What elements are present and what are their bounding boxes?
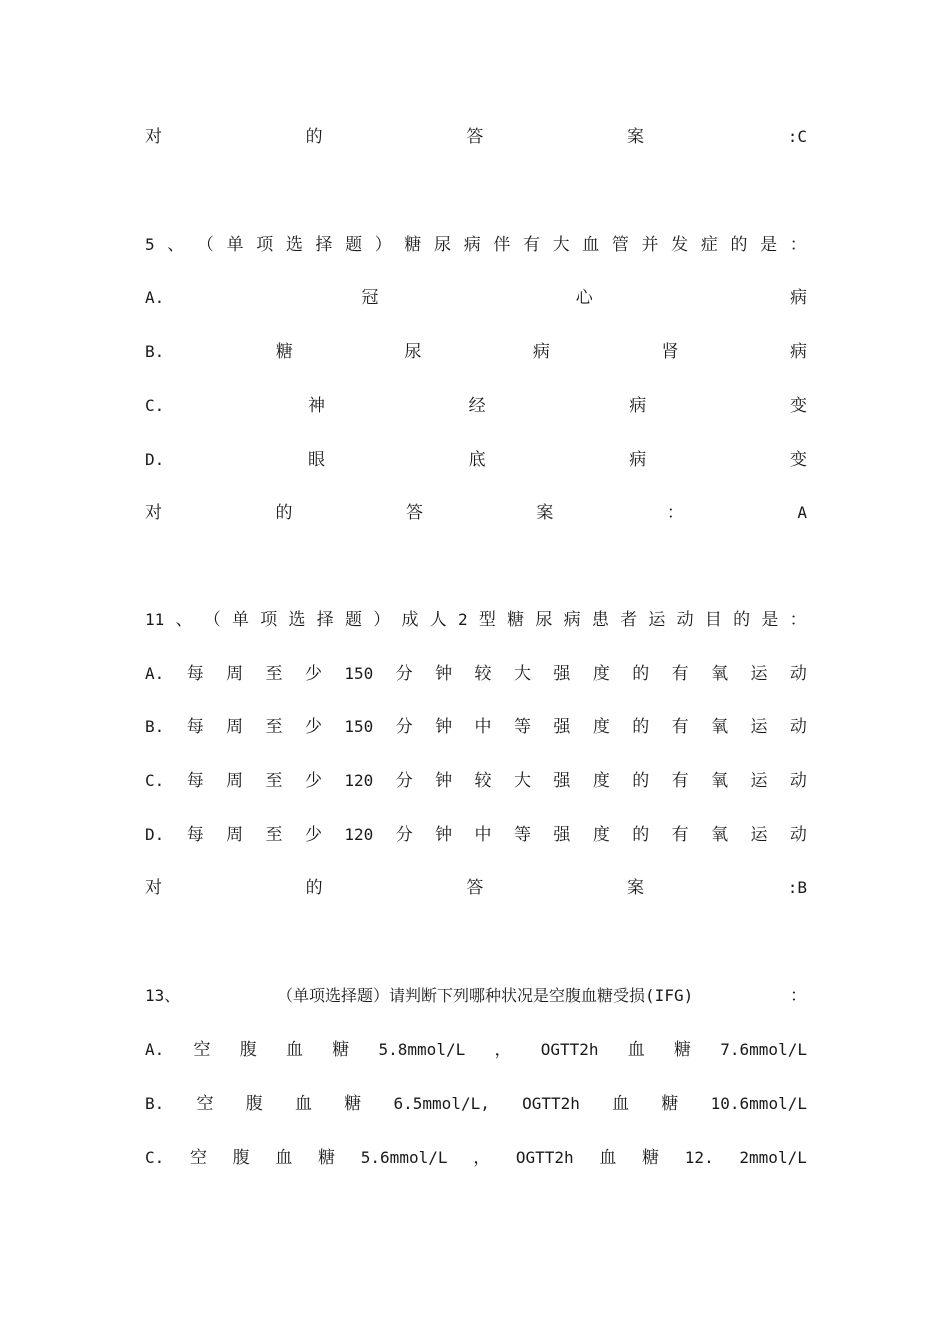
text-token: 血 <box>286 1040 304 1060</box>
text-token: 病 <box>629 396 647 416</box>
text-token: 动 <box>789 771 807 791</box>
text-token: B. <box>145 1094 165 1113</box>
text-token: 神 <box>307 396 325 416</box>
text-token: 病 <box>790 342 807 362</box>
option-line <box>145 660 807 688</box>
text-token: 每 <box>186 717 204 737</box>
text-token: 10.6mmol/L <box>710 1094 807 1113</box>
text-token: 者 <box>620 610 638 630</box>
text-token: ， <box>494 1040 512 1060</box>
text-token: 运 <box>750 717 768 737</box>
text-token: 病 <box>532 342 550 362</box>
text-token: 150 <box>344 717 374 736</box>
text-token: 糖 <box>318 1148 336 1168</box>
text-token: 的 <box>275 503 293 523</box>
text-token: 6.5mmol/L, <box>393 1094 490 1113</box>
text-token: 度 <box>592 717 610 737</box>
text-token: 周 <box>226 825 244 845</box>
text-token: 尿 <box>404 342 422 362</box>
text-token: 的 <box>632 825 650 845</box>
text-token: B. <box>145 717 165 736</box>
text-token: 每 <box>186 771 204 791</box>
text-token: 症 <box>700 235 718 255</box>
text-token: 大 <box>552 235 570 255</box>
text-token: ） <box>373 610 391 630</box>
text-token: 氧 <box>711 771 729 791</box>
text-token: 眼 <box>307 450 325 470</box>
text-token: 发 <box>671 235 689 255</box>
text-token: 的 <box>632 717 650 737</box>
text-token: 择 <box>315 235 333 255</box>
text-token: 择 <box>316 610 334 630</box>
text-token: 管 <box>611 235 629 255</box>
text-token: 至 <box>265 771 283 791</box>
text-token: ： <box>789 986 807 1006</box>
option-line <box>145 713 807 741</box>
text-token: 患 <box>591 610 609 630</box>
text-token: 钟 <box>435 825 453 845</box>
text-token: 氧 <box>711 825 729 845</box>
text-token: 动 <box>676 610 694 630</box>
text-token: 强 <box>553 664 571 684</box>
text-token: A. <box>145 664 165 683</box>
text-token: 运 <box>750 664 768 684</box>
text-token: 钟 <box>435 664 453 684</box>
text-token: C. <box>145 1148 165 1167</box>
question-line <box>145 231 807 259</box>
text-token: 有 <box>671 664 689 684</box>
text-token: 强 <box>553 771 571 791</box>
option-line <box>145 446 807 474</box>
text-token: C. <box>145 396 165 415</box>
text-token: 的 <box>305 127 323 147</box>
text-token: 血 <box>599 1148 617 1168</box>
option-line <box>145 1090 807 1118</box>
text-token: 选 <box>288 610 306 630</box>
text-token: 氧 <box>711 717 729 737</box>
text-token: 分 <box>395 771 413 791</box>
text-token: 度 <box>592 825 610 845</box>
text-token: 目 <box>704 610 722 630</box>
text-token: 5.8mmol/L <box>378 1040 466 1059</box>
text-token: 的 <box>730 235 748 255</box>
text-token: 有 <box>671 825 689 845</box>
text-token: 的 <box>733 610 751 630</box>
text-token: 项 <box>260 610 278 630</box>
text-token: 中 <box>474 717 492 737</box>
text-token: 的 <box>632 771 650 791</box>
text-token: 、 <box>175 610 193 630</box>
question-line <box>145 982 807 1010</box>
option-line <box>145 338 807 366</box>
text-token: 尿 <box>535 610 553 630</box>
text-token: 5 <box>145 235 155 254</box>
text-token: 有 <box>671 717 689 737</box>
text-token: 空 <box>189 1148 207 1168</box>
text-token: 中 <box>474 825 492 845</box>
text-token: 钟 <box>435 771 453 791</box>
text-token: 分 <box>395 825 413 845</box>
text-token: 每 <box>186 664 204 684</box>
text-token: 大 <box>513 664 531 684</box>
answer-line <box>145 499 807 527</box>
text-token: 11 <box>145 610 165 629</box>
text-token: :B <box>787 878 807 897</box>
text-token: ， <box>473 1148 491 1168</box>
option-line <box>145 821 807 849</box>
text-token: 冠 <box>361 288 379 308</box>
text-token: OGTT2h <box>540 1040 599 1059</box>
text-token: 糖 <box>507 610 525 630</box>
question-line <box>145 606 807 634</box>
text-token: 周 <box>226 664 244 684</box>
text-token: 糖 <box>642 1148 660 1168</box>
option-line <box>145 1036 807 1064</box>
answer-line <box>145 874 807 902</box>
text-token: 人 <box>429 610 447 630</box>
answer-line <box>145 123 807 151</box>
text-token: 120 <box>344 771 374 790</box>
text-token: 空 <box>196 1094 214 1114</box>
text-token: ： <box>666 503 684 523</box>
text-token: 底 <box>468 450 486 470</box>
text-token: 腹 <box>239 1040 257 1060</box>
text-token: A. <box>145 288 165 307</box>
text-token: 12. <box>684 1148 714 1167</box>
text-token: 案 <box>627 878 645 898</box>
text-token: 的 <box>305 878 323 898</box>
text-token: 空 <box>193 1040 211 1060</box>
text-token: 2 <box>458 610 468 629</box>
text-token: 血 <box>295 1094 313 1114</box>
text-token: 成 <box>401 610 419 630</box>
text-token: D. <box>145 450 165 469</box>
text-token: 少 <box>304 664 322 684</box>
text-token: 糖 <box>275 342 293 362</box>
text-token: 经 <box>468 396 486 416</box>
text-token: 血 <box>627 1040 645 1060</box>
text-token: 项 <box>256 235 274 255</box>
text-token: 强 <box>553 717 571 737</box>
text-token: 较 <box>474 771 492 791</box>
text-token: 度 <box>592 771 610 791</box>
text-token: 尿 <box>434 235 452 255</box>
text-token: 至 <box>265 825 283 845</box>
text-token: OGTT2h <box>515 1148 574 1167</box>
text-token: 糖 <box>661 1094 679 1114</box>
text-token: 答 <box>466 127 484 147</box>
text-token: 较 <box>474 664 492 684</box>
text-token: 单 <box>232 610 250 630</box>
text-token: 动 <box>789 717 807 737</box>
text-token: 大 <box>513 771 531 791</box>
text-token: 糖 <box>674 1040 692 1060</box>
text-token: 强 <box>553 825 571 845</box>
text-token: 案 <box>536 503 554 523</box>
text-token: 题 <box>345 235 363 255</box>
text-token: 对 <box>145 503 162 523</box>
text-token: 对 <box>145 878 162 898</box>
text-token: 分 <box>395 717 413 737</box>
text-token: （ <box>196 235 214 255</box>
text-token: 案 <box>627 127 645 147</box>
text-token: D. <box>145 825 165 844</box>
text-token: 病 <box>463 235 481 255</box>
text-token: 运 <box>648 610 666 630</box>
text-token: 分 <box>395 664 413 684</box>
text-token: 病 <box>789 288 807 308</box>
text-token: 等 <box>513 717 531 737</box>
text-token: 动 <box>789 664 807 684</box>
option-line <box>145 1144 807 1172</box>
text-token: ） <box>374 235 392 255</box>
text-token: 周 <box>226 771 244 791</box>
text-token: 腹 <box>232 1148 250 1168</box>
option-line <box>145 767 807 795</box>
text-token: 5.6mmol/L <box>360 1148 448 1167</box>
text-token: （单项选择题）请判断下列哪种状况是空腹血糖受损(IFG) <box>277 986 694 1005</box>
text-token: 运 <box>750 771 768 791</box>
text-token: 肾 <box>661 342 679 362</box>
text-token: 氧 <box>711 664 729 684</box>
text-token: 选 <box>285 235 303 255</box>
text-token: 心 <box>575 288 593 308</box>
text-token: 运 <box>750 825 768 845</box>
text-token: 周 <box>226 717 244 737</box>
text-token: 150 <box>344 664 374 683</box>
text-token: 7.6mmol/L <box>720 1040 807 1059</box>
text-token: 120 <box>344 825 374 844</box>
text-token: 2mmol/L <box>739 1148 807 1167</box>
text-token: OGTT2h <box>522 1094 580 1113</box>
text-token: （ <box>203 610 221 630</box>
text-token: 每 <box>186 825 204 845</box>
text-token: 动 <box>789 825 807 845</box>
option-line <box>145 284 807 312</box>
text-token: 对 <box>145 127 162 147</box>
text-token: ： <box>789 610 807 630</box>
text-token: C. <box>145 771 165 790</box>
text-token: 度 <box>592 664 610 684</box>
text-token: 有 <box>522 235 540 255</box>
text-token: 题 <box>345 610 363 630</box>
text-token: B. <box>145 342 165 361</box>
text-token: 有 <box>671 771 689 791</box>
text-token: 是 <box>760 235 778 255</box>
text-token: 糖 <box>404 235 422 255</box>
text-token: 13、 <box>145 986 181 1005</box>
text-token: 伴 <box>493 235 511 255</box>
text-token: 的 <box>632 664 650 684</box>
option-line <box>145 392 807 420</box>
text-token: 、 <box>167 235 185 255</box>
text-token: 血 <box>275 1148 293 1168</box>
text-token: 腹 <box>245 1094 263 1114</box>
text-token: 血 <box>612 1094 630 1114</box>
text-token: A. <box>145 1040 165 1059</box>
text-token: 并 <box>641 235 659 255</box>
text-token: 病 <box>629 450 647 470</box>
text-token: 糖 <box>332 1040 350 1060</box>
text-token: ： <box>789 235 807 255</box>
text-token: A <box>797 503 807 522</box>
text-token: 单 <box>226 235 244 255</box>
text-token: 变 <box>789 450 807 470</box>
text-token: 少 <box>304 717 322 737</box>
text-token: 少 <box>304 825 322 845</box>
text-token: 型 <box>478 610 496 630</box>
text-token: 是 <box>761 610 779 630</box>
text-token: 至 <box>265 664 283 684</box>
text-token: 等 <box>513 825 531 845</box>
text-token: 血 <box>582 235 600 255</box>
text-token: 答 <box>405 503 423 523</box>
text-token: 病 <box>563 610 581 630</box>
text-token: 至 <box>265 717 283 737</box>
text-token: 变 <box>789 396 807 416</box>
text-token: 糖 <box>344 1094 362 1114</box>
text-token: 答 <box>466 878 484 898</box>
text-token: 钟 <box>435 717 453 737</box>
text-token: 少 <box>304 771 322 791</box>
text-token: :C <box>787 127 807 146</box>
